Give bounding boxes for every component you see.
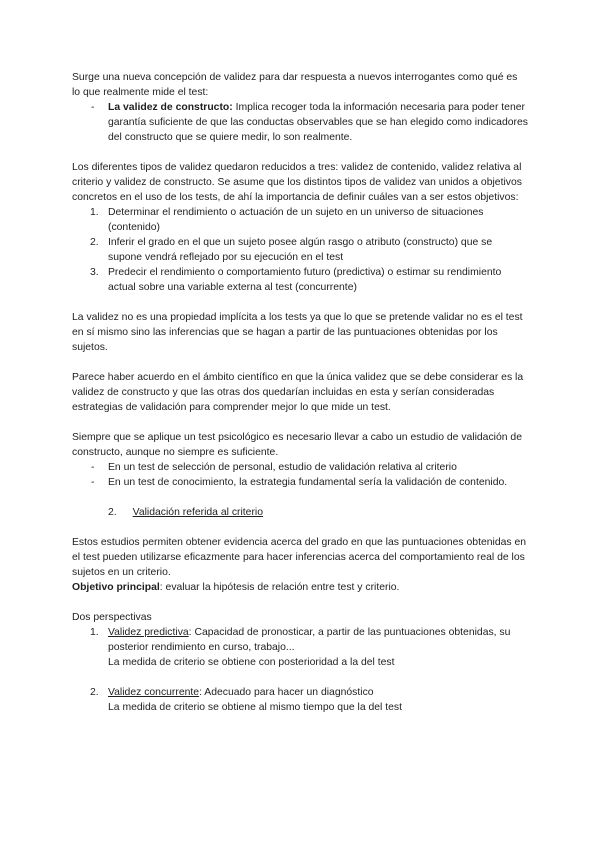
list-item [72,460,528,475]
term-concurrente: Validez concurrente [108,687,200,698]
list-text: En un test de conocimiento, la estrategia fundamental sería la validación de contenido. [108,477,508,488]
section-title: Validación referida al criterio [132,507,264,518]
list-number: 2. [90,687,99,698]
bullet-dash: - [91,462,95,473]
list-text: Determinar el rendimiento o actuación de un sujeto en un universo de situaciones (contenido) [108,207,484,233]
definition-text: Implica recoger toda la información necesaria para poder tener garantía suficiente de que las conductas observables que se han elegido como indicadores del constructo que se quiere medir, lo son realmente. [108,102,528,143]
list-item [72,625,528,670]
intro-paragraph: Surge una nueva concepción de validez para dar respuesta a nuevos interrogantes como qué es lo que realmente mide el test: [72,72,518,98]
section-heading [72,505,528,520]
term-predictiva: Validez predictiva [108,627,189,638]
list-text: Predecir el rendimiento o comportamiento futuro (predictiva) o estimar su rendimiento actual sobre una variable externa al test (concurrente) [108,267,502,293]
objective-text: : evaluar la hipótesis de relación entre test y criterio. [159,582,400,593]
always-paragraph: Siempre que se aplique un test psicológico es necesario llevar a cabo un estudio de validación de constructo, aunque no siempre es suficiente. [72,432,522,458]
list-extra: La medida de criterio se obtiene con posterioridad a la del test [108,657,395,668]
list-text: : Adecuado para hacer un diagnóstico [199,687,374,698]
objective-line [72,580,528,595]
list-number: 1. [90,207,99,218]
list-item [72,100,528,145]
list-number: 3. [90,267,99,278]
consensus-paragraph: Parece haber acuerdo en el ámbito científico en que la única validez que se debe considerar es la validez de constructo y que las otras dos quedarían incluidas en esta y serían consideradas estrategias de validación para comprender mejor lo que mide un test. [72,372,524,413]
list-text: Inferir el grado en el que un sujeto posee algún rasgo o atributo (constructo) que se supone vendrá reflejado por su ejecución en el test [108,237,493,263]
document-page [72,70,528,715]
list-text: En un test de selección de personal, estudio de validación relativa al criterio [108,462,457,473]
list-number: 2. [90,237,99,248]
bullet-dash: - [91,102,95,113]
list-extra: La medida de criterio se obtiene al mismo tiempo que la del test [108,702,402,713]
perspectives-title: Dos perspectivas [72,612,152,623]
list-item [72,235,528,265]
list-number: 1. [90,627,99,638]
objective-label: Objetivo principal [72,582,160,593]
bullet-dash: - [91,477,95,488]
list-item [72,475,528,490]
list-item [72,205,528,235]
section-number: 2. [108,507,117,518]
list-item [72,685,528,715]
list-item [72,265,528,295]
list-text: : Capacidad de pronosticar, a partir de las puntuaciones obtenidas, su posterior rendimiento en curso, trabajo... [108,627,511,653]
studies-paragraph: Estos estudios permiten obtener evidencia acerca del grado en que las puntuaciones obtenidas en el test pueden utilizarse eficazmente para hacer inferencias acerca del comportamiento real de los sujetos en un criterio. [72,537,527,578]
term-constructo: La validez de constructo: [108,102,233,113]
types-paragraph: Los diferentes tipos de validez quedaron reducidos a tres: validez de contenido, validez relativa al criterio y validez de constructo. Se asume que los distintos tipos de validez van unidos a objetivos concretos en el uso de los tests, de ahí la importancia de definir cuáles van a ser estos objetivos: [72,162,522,203]
property-paragraph: La validez no es una propiedad implícita a los tests ya que lo que se pretende validar no es el test en sí mismo sino las inferencias que se hagan a partir de las puntuaciones obtenidas por los sujetos. [72,312,523,353]
